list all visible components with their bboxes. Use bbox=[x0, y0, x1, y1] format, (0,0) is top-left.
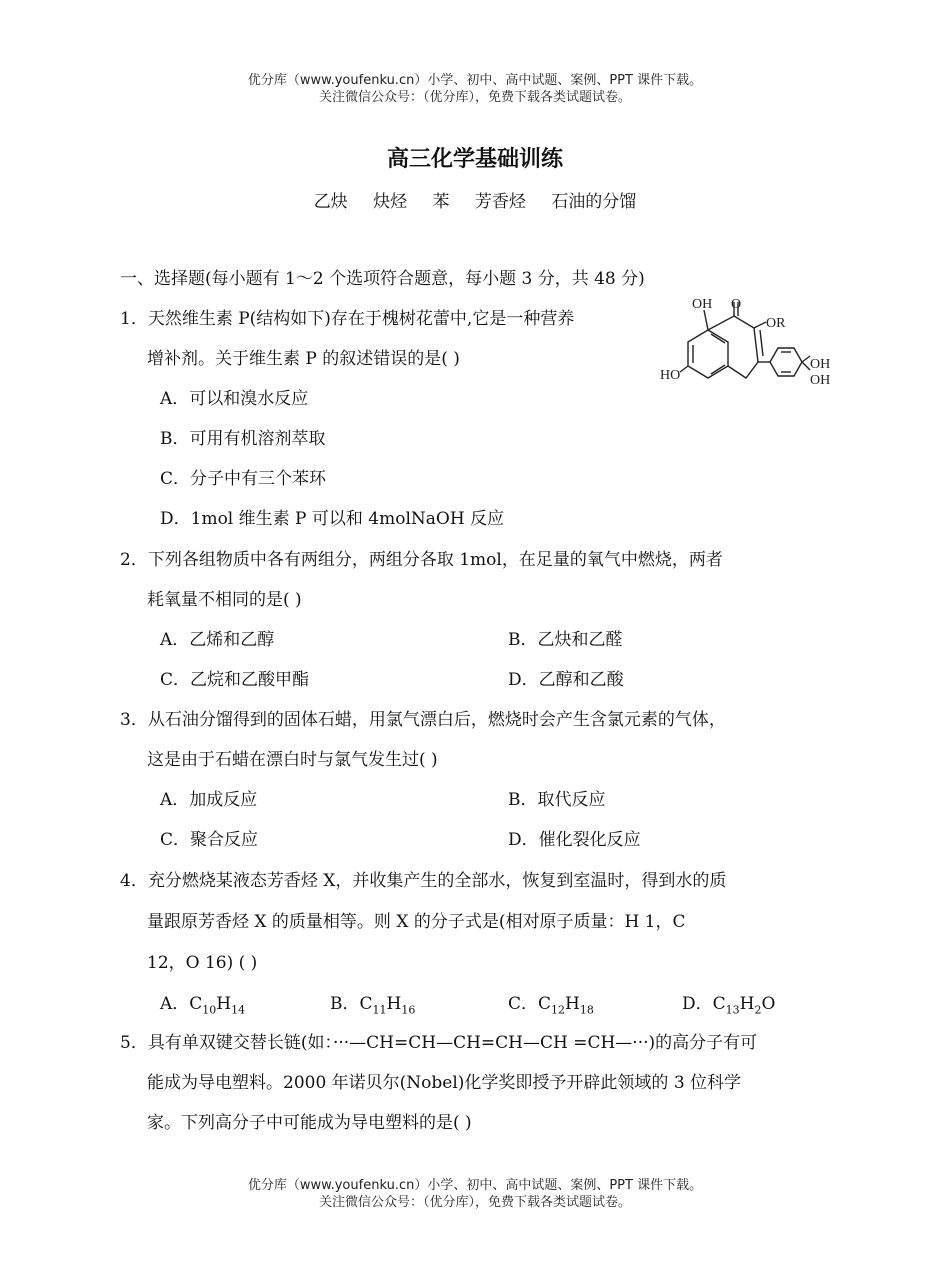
label-o-top: O bbox=[731, 297, 742, 312]
q1-option-a: A．可以和溴水反应 bbox=[160, 389, 309, 409]
label-oh-right-2: OH bbox=[810, 373, 831, 388]
label-ho-left: HO bbox=[660, 368, 681, 383]
q3-option-b: B．取代反应 bbox=[508, 790, 606, 810]
label-oh-top: OH bbox=[692, 297, 713, 312]
subtitle-topic: 乙炔 bbox=[313, 192, 348, 212]
header-line-1: 优分库（www.youfenku.cn）小学、初中、高中试题、案例、PPT 课件下载。 bbox=[247, 73, 703, 88]
q5-stem-line-2: 能成为导电塑料。2000 年诺贝尔(Nobel)化学奖即授予开辟此领域的 3 位科学 bbox=[147, 1073, 742, 1093]
vitamin-p-structure-diagram bbox=[658, 290, 838, 400]
q3-option-d: D．催化裂化反应 bbox=[508, 830, 641, 850]
q2-option-a: A．乙烯和乙醇 bbox=[160, 630, 275, 650]
q3-stem-line-2: 这是由于石蜡在漂白时与氯气发生过( ) bbox=[147, 750, 438, 770]
q2-stem-line-2: 耗氧量不相同的是( ) bbox=[147, 590, 302, 610]
label-or: OR bbox=[766, 316, 786, 331]
page-footer bbox=[0, 1177, 950, 1211]
q1-option-d: D．1mol 维生素 P 可以和 4molNaOH 反应 bbox=[160, 509, 505, 529]
subtitle-topic: 炔烃 bbox=[373, 192, 408, 212]
footer-line-1: 优分库（www.youfenku.cn）小学、初中、高中试题、案例、PPT 课件下载。 bbox=[247, 1178, 703, 1193]
q1-option-b: B．可用有机溶剂萃取 bbox=[160, 429, 326, 449]
q4-option-d: D．$C_{13}H_2O$ bbox=[682, 994, 776, 1017]
label-oh-right-1: OH bbox=[810, 357, 831, 372]
q4-stem-line-3: 12，O 16) ( ) bbox=[147, 953, 258, 973]
subtitle-topic: 苯 bbox=[432, 192, 450, 212]
q5-stem-line-3: 家。下列高分子中可能成为导电塑料的是( ) bbox=[147, 1113, 472, 1133]
q1-stem-line-1: 1．天然维生素 P(结构如下)存在于槐树花蕾中,它是一种营养 bbox=[120, 309, 575, 329]
footer-line-2: 关注微信公众号：（优分库），免费下载各类试题试卷。 bbox=[318, 1195, 631, 1210]
q1-stem-line-2: 增补剂。关于维生素 P 的叙述错误的是( ) bbox=[147, 349, 460, 369]
q3-stem-line-1: 3．从石油分馏得到的固体石蜡，用氯气漂白后，燃烧时会产生含氯元素的气体， bbox=[120, 710, 726, 730]
q2-stem-line-1: 2．下列各组物质中各有两组分，两组分各取 1mol，在足量的氧气中燃烧，两者 bbox=[120, 550, 723, 570]
q4-option-a: A．$C_{10}H_{14}$ bbox=[160, 994, 246, 1017]
page-title: 高三化学基础训练 bbox=[386, 147, 563, 172]
q2-option-c: C．乙烷和乙酸甲酯 bbox=[160, 670, 310, 690]
q4-stem-line-2: 量跟原芳香烃 X 的质量相等。则 X 的分子式是(相对原子质量：H 1，C bbox=[147, 912, 686, 932]
q4-option-b: B．$C_{11}H_{16}$ bbox=[330, 994, 416, 1017]
q4-option-c: C．$C_{12}H_{18}$ bbox=[508, 994, 594, 1017]
subtitle-topic: 芳香烃 bbox=[474, 192, 526, 212]
q2-option-d: D．乙醇和乙酸 bbox=[508, 670, 624, 690]
page-header bbox=[0, 72, 950, 106]
q3-option-c: C．聚合反应 bbox=[160, 830, 259, 850]
q1-option-c: C．分子中有三个苯环 bbox=[160, 469, 327, 489]
q5-stem-line-1: 5．具有单双键交替长链(如：···—CH=CH—CH=CH—CH =CH—···)的高分子有可 bbox=[120, 1033, 758, 1053]
q3-option-a: A．加成反应 bbox=[160, 790, 258, 810]
page-subtitle bbox=[0, 187, 950, 212]
header-line-2: 关注微信公众号：（优分库），免费下载各类试题试卷。 bbox=[318, 90, 631, 105]
q2-option-b: B．乙炔和乙醛 bbox=[508, 630, 623, 650]
subtitle-topic: 石油的分馏 bbox=[551, 192, 637, 212]
section-heading: 一、选择题(每小题有 1～2 个选项符合题意，每小题 3 分，共 48 分) bbox=[120, 269, 645, 289]
q4-stem-line-1: 4．充分燃烧某液态芳香烃 X，并收集产生的全部水，恢复到室温时，得到水的质 bbox=[120, 871, 727, 891]
